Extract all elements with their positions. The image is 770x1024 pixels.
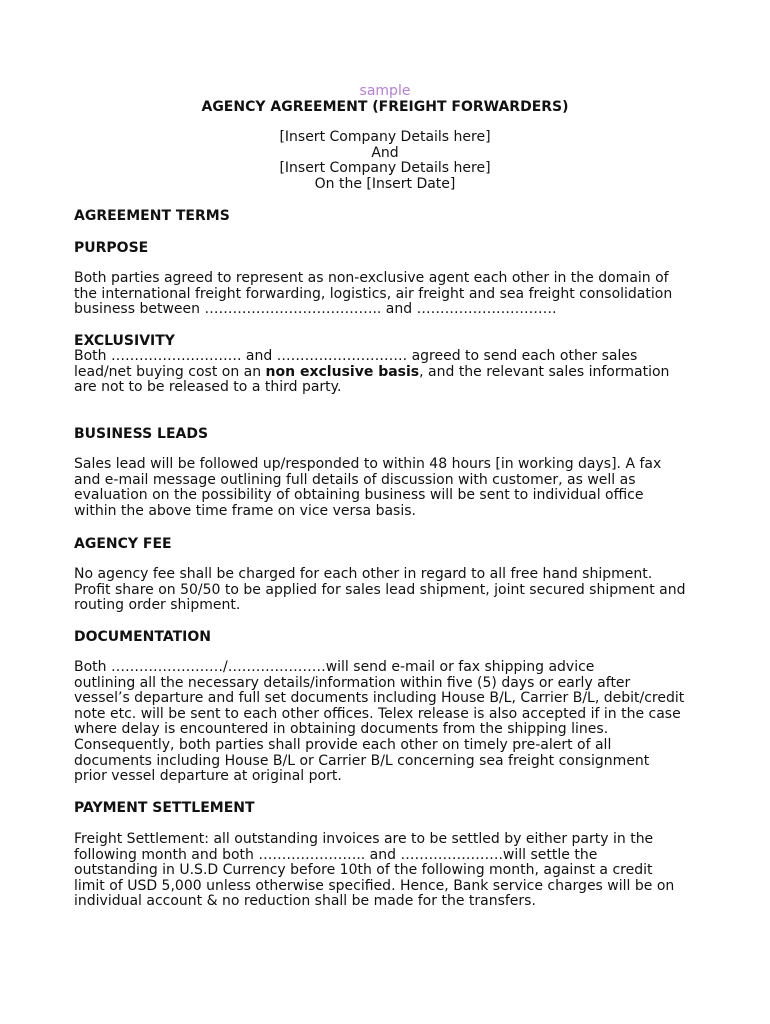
purpose-line: Both parties agreed to represent as non-exclusive agent each other in the domain of	[74, 270, 669, 286]
heading-agreement-terms: AGREEMENT TERMS	[74, 208, 230, 224]
documentation-line: documents including House B/L or Carrier B/L concerning sea freight consignment	[74, 752, 650, 769]
documentation-line: outlining all the necessary details/information within five (5) days or early after	[74, 674, 631, 691]
purpose-line: business between ……………………………….. and …………………………	[74, 301, 557, 318]
business-leads-line: and e-mail message outlining full details of discussion with customer, as well as	[74, 471, 636, 488]
agency-fee-line: routing order shipment.	[74, 597, 241, 614]
parties-block	[0, 130, 770, 192]
document-title: AGENCY AGREEMENT (FREIGHT FORWARDERS)	[201, 99, 569, 115]
heading-exclusivity: EXCLUSIVITY	[74, 333, 175, 349]
payment-settlement-paragraph	[74, 832, 714, 910]
agency-fee-line: Profit share on 50/50 to be applied for sales lead shipment, joint secured shipment and	[74, 581, 686, 598]
payment-settlement-line: following month and both ………………….. and ………………….will settle the	[74, 846, 598, 863]
purpose-paragraph	[74, 271, 714, 318]
business-leads-paragraph	[74, 457, 714, 519]
documentation-line: Both ……………………/…………………will send e-mail or fax shipping advice	[74, 659, 595, 675]
heading-documentation: DOCUMENTATION	[74, 629, 211, 645]
exclusivity-line	[74, 365, 714, 381]
documentation-paragraph	[74, 660, 714, 785]
sample-watermark: sample	[359, 83, 411, 99]
exclusivity-line: are not to be released to a third party.	[74, 379, 342, 396]
exclusivity-text: lead/net buying cost on an	[74, 363, 266, 380]
documentation-line: Consequently, both parties shall provide each other on timely pre-alert of all	[74, 736, 612, 753]
heading-business-leads: BUSINESS LEADS	[74, 426, 209, 442]
exclusivity-paragraph	[74, 349, 714, 396]
agency-fee-line: No agency fee shall be charged for each other in regard to all free hand shipment.	[74, 566, 653, 582]
business-leads-line: Sales lead will be followed up/responded to within 48 hours [in working days]. A fax	[74, 456, 662, 472]
documentation-line: where delay is encountered in obtaining documents from the shipping lines.	[74, 721, 609, 738]
payment-settlement-line: individual account & no reduction shall be made for the transfers.	[74, 893, 536, 910]
documentation-line: vessel’s departure and full set documents including House B/L, Carrier B/L, debit/credit	[74, 690, 685, 707]
exclusivity-line: Both ………………………. and ………………………. agreed to send each other sales	[74, 348, 638, 364]
documentation-line: prior vessel departure at original port.	[74, 768, 342, 785]
heading-payment-settlement: PAYMENT SETTLEMENT	[74, 800, 255, 816]
payment-settlement-line: Freight Settlement: all outstanding invoices are to be settled by either party in the	[74, 831, 654, 847]
business-leads-line: within the above time frame on vice versa basis.	[74, 502, 416, 519]
party-line-2: And	[371, 144, 399, 161]
agency-fee-paragraph	[74, 567, 714, 614]
party-line-3: [Insert Company Details here]	[279, 160, 491, 177]
party-line-1: [Insert Company Details here]	[279, 129, 491, 145]
payment-settlement-line: outstanding in U.S.D Currency before 10th of the following month, against a credit	[74, 862, 653, 879]
heading-agency-fee: AGENCY FEE	[74, 536, 172, 552]
exclusivity-text: , and the relevant sales information	[419, 363, 670, 380]
party-line-4: On the [Insert Date]	[314, 175, 456, 192]
documentation-line: note etc. will be sent to each other offices. Telex release is also accepted if in the case	[74, 705, 681, 722]
payment-settlement-line: limit of USD 5,000 unless otherwise specified. Hence, Bank service charges will be on	[74, 877, 675, 894]
purpose-line: the international freight forwarding, logistics, air freight and sea freight consolidation	[74, 285, 673, 302]
non-exclusive-basis-emphasis: non exclusive basis	[265, 363, 420, 380]
business-leads-line: evaluation on the possibility of obtaining business will be sent to individual office	[74, 487, 644, 504]
heading-purpose: PURPOSE	[74, 240, 149, 256]
